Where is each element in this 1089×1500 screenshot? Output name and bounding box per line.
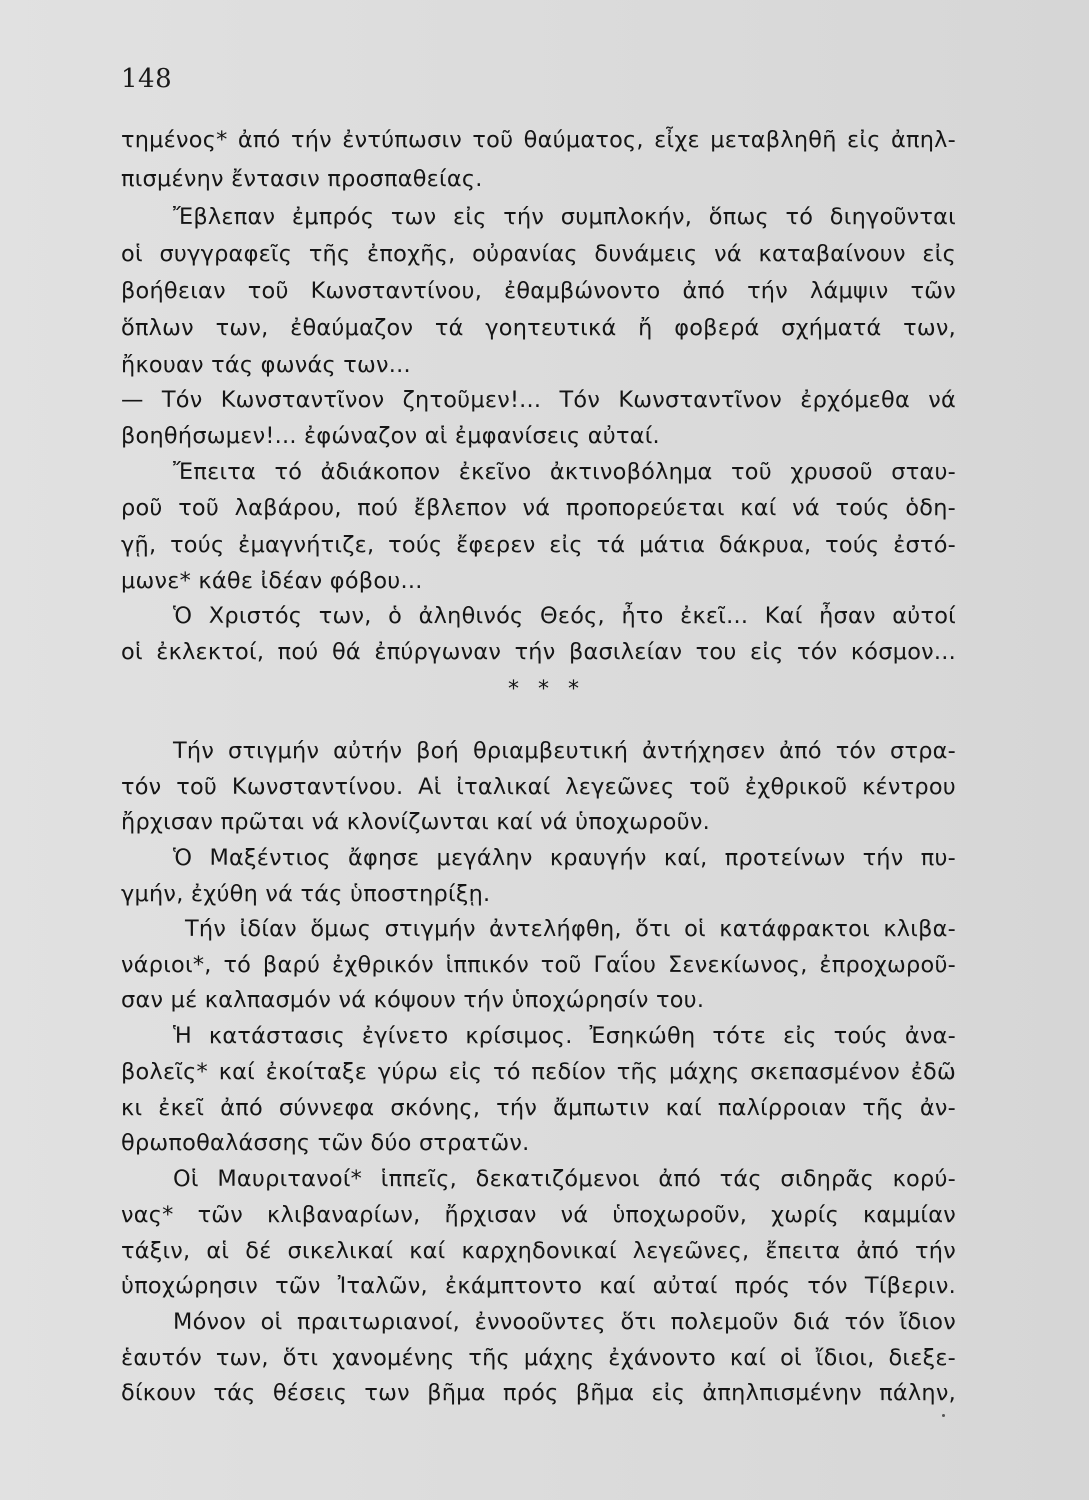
text-line: Ὁ Χριστός των, ὁ ἀληθινός Θεός, ἦτο ἐκεῖ... Καί ἦσαν αὐτοί (173, 603, 956, 629)
text-line: βοήθειαν τοῦ Κωνσταντίνου, ἐθαμβώνοντο ἀπό τήν λάμψιν τῶν (121, 278, 956, 304)
text-line: σαν μέ καλπασμόν νά κόψουν τήν ὑποχώρησίν του. (121, 987, 705, 1013)
text-line: Ἔβλεπαν ἐμπρός των εἰς τήν συμπλοκήν, ὅπως τό διηγοῦνται (173, 204, 956, 230)
text-line: Μόνον οἱ πραιτωριανοί, ἐννοοῦντες ὅτι πολεμοῦν διά τόν ἴδιον (173, 1309, 956, 1335)
text-line: θρωποθαλάσσης τῶν δύο στρατῶν. (121, 1130, 530, 1156)
text-line: γῇ, τούς ἐμαγνήτιζε, τούς ἔφερεν εἰς τά μάτια δάκρυα, τούς ἐστό- (121, 532, 956, 558)
text-line: Τήν στιγμήν αὐτήν βοή θριαμβευτική ἀντήχησεν ἀπό τόν στρα- (173, 738, 956, 764)
text-line: ἤκουαν τάς φωνάς των... (121, 352, 411, 378)
text-line: ἑαυτόν των, ὅτι χανομένης τῆς μάχης ἐχάνοντο καί οἱ ἴδιοι, διεξε- (121, 1345, 956, 1371)
text-line: Οἱ Μαυριτανοί* ἱππεῖς, δεκατιζόμενοι ἀπό τάς σιδηρᾶς κορύ- (173, 1166, 956, 1192)
text-line: μωνε* κάθε ἰδέαν φόβου... (121, 568, 423, 594)
print-speck (942, 1414, 945, 1417)
text-line: νας* τῶν κλιβαναρίων, ἤρχισαν νά ὑποχωροῦν, χωρίς καμμίαν (121, 1202, 956, 1228)
text-line: πισμένην ἔντασιν προσπαθείας. (121, 166, 483, 192)
text-line: βοηθήσωμεν!... ἐφώναζον αἱ ἐμφανίσεις αὐταί. (121, 423, 660, 449)
text-line: ὅπλων των, ἐθαύμαζον τά γοητευτικά ἤ φοβερά σχήματά των, (121, 315, 956, 341)
text-line: Ἔπειτα τό ἀδιάκοπον ἐκεῖνο ἀκτινοβόλημα τοῦ χρυσοῦ σταυ- (173, 459, 956, 485)
text-line: τημένος* ἀπό τήν ἐντύπωσιν τοῦ θαύματος, εἶχε μεταβληθῆ εἰς ἀπηλ- (121, 127, 956, 153)
text-line: — Τόν Κωνσταντῖνον ζητοῦμεν!... Τόν Κωνσταντῖνον ἐρχόμεθα νά (121, 387, 956, 413)
text-line: δίκουν τάς θέσεις των βῆμα πρός βῆμα εἰς ἀπηλπισμένην πάλην, (121, 1380, 956, 1406)
text-line: τάξιν, αἱ δέ σικελικαί καί καρχηδονικαί λεγεῶνες, ἔπειτα ἀπό τήν (121, 1238, 956, 1264)
text-line: Ἡ κατάστασις ἐγίνετο κρίσιμος. Ἐσηκώθη τότε εἰς τούς ἀνα- (173, 1023, 956, 1049)
text-line: ὑποχώρησιν τῶν Ἰταλῶν, ἐκάμπτοντο καί αὐταί πρός τόν Τίβεριν. (121, 1273, 956, 1299)
text-line: ἤρχισαν πρῶται νά κλονίζωνται καί νά ὑποχωροῦν. (121, 809, 710, 835)
section-separator: * * * (508, 677, 585, 702)
text-line: γμήν, ἐχύθη νά τάς ὑποστηρίξῃ. (121, 881, 491, 907)
text-line: κι ἐκεῖ ἀπό σύννεφα σκόνης, τήν ἄμπωτιν καί παλίρροιαν τῆς ἀν- (121, 1095, 956, 1121)
text-line: βολεῖς* καί ἐκοίταξε γύρω εἰς τό πεδίον τῆς μάχης σκεπασμένον ἐδῶ (121, 1059, 956, 1085)
text-line: οἱ συγγραφεῖς τῆς ἐποχῆς, οὐρανίας δυνάμεις νά καταβαίνουν εἰς (121, 241, 956, 267)
page-number: 148 (121, 64, 173, 94)
text-line: τόν τοῦ Κωνσταντίνου. Αἱ ἰταλικαί λεγεῶνες τοῦ ἐχθρικοῦ κέντρου (121, 774, 956, 800)
text-line: οἱ ἐκλεκτοί, πού θά ἐπύργωναν τήν βασιλείαν του εἰς τόν κόσμον... (121, 639, 956, 665)
text-line: Τήν ἰδίαν ὅμως στιγμήν ἀντελήφθη, ὅτι οἱ κατάφρακτοι κλιβα- (185, 916, 956, 942)
text-line: νάριοι*, τό βαρύ ἐχθρικόν ἱππικόν τοῦ Γαΐου Σενεκίωνος, ἐπροχωροῦ- (121, 952, 956, 978)
text-line: ροῦ τοῦ λαβάρου, πού ἔβλεπον νά προπορεύεται καί νά τούς ὁδη- (121, 495, 956, 521)
text-line: Ὁ Μαξέντιος ἄφησε μεγάλην κραυγήν καί, προτείνων τήν πυ- (173, 845, 956, 871)
